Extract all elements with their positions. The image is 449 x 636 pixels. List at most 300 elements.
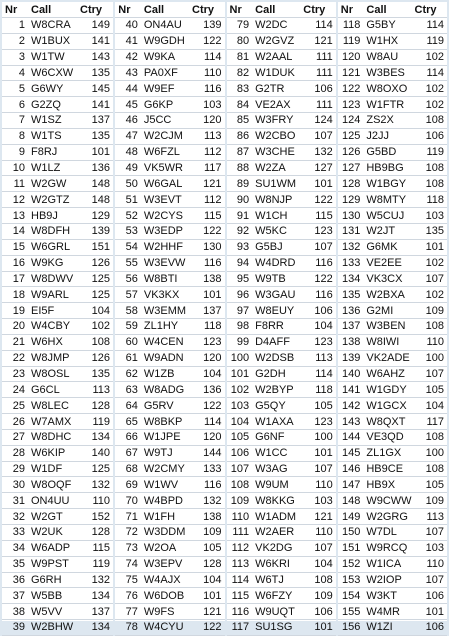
- ctry-cell: 109: [425, 304, 444, 317]
- call-cell: HB9BG: [366, 162, 404, 175]
- ctry-cell: 116: [315, 288, 333, 301]
- ctry-cell: 101: [425, 241, 444, 254]
- table-row: [338, 97, 447, 113]
- nr-cell: 62: [125, 367, 138, 380]
- table-row: [338, 367, 447, 383]
- call-cell: G6MK: [366, 241, 398, 254]
- call-cell: J2JJ: [366, 130, 389, 143]
- table-row: [115, 367, 224, 383]
- call-cell: W6CXW: [31, 66, 74, 79]
- call-cell: W3EDP: [143, 225, 183, 238]
- table-row: [2, 97, 113, 113]
- ctry-cell: 125: [91, 463, 110, 476]
- nr-cell: 97: [236, 304, 250, 317]
- call-cell: W2JT: [366, 225, 396, 238]
- table-row: [2, 604, 113, 620]
- nr-cell: 94: [236, 257, 250, 270]
- table-row: [2, 573, 113, 589]
- table-row: [338, 477, 447, 493]
- table-row: [115, 34, 224, 50]
- table-row: [115, 224, 224, 240]
- nr-cell: 106: [230, 447, 250, 460]
- ctry-cell: 148: [91, 177, 110, 190]
- table-row: [115, 97, 224, 113]
- call-cell: G2TR: [255, 82, 285, 95]
- ctry-cell: 135: [91, 66, 110, 79]
- nr-cell: 118: [342, 19, 361, 32]
- nr-cell: 7: [18, 114, 25, 127]
- call-cell: W2AER: [255, 526, 295, 539]
- call-cell: W1ICA: [366, 558, 402, 571]
- header-nr: Nr: [118, 3, 131, 16]
- ctry-cell: 116: [203, 257, 222, 270]
- ctry-cell: 110: [315, 478, 333, 491]
- ctry-cell: 102: [425, 288, 444, 301]
- call-cell: W2AAL: [255, 51, 293, 64]
- ctry-cell: 109: [314, 589, 333, 602]
- ctry-cell: 132: [314, 146, 333, 159]
- call-cell: W8DWV: [31, 272, 74, 285]
- call-cell: W9CWW: [366, 494, 412, 507]
- table-row: [338, 620, 447, 636]
- table-row: [227, 557, 336, 573]
- table-row: [338, 256, 447, 272]
- table-row: [2, 462, 113, 478]
- ctry-cell: 105: [314, 399, 333, 412]
- nr-cell: 19: [12, 304, 25, 317]
- call-cell: W6FZY: [255, 589, 293, 602]
- table-row: [2, 224, 113, 240]
- table-row: [338, 192, 447, 208]
- nr-cell: 147: [342, 478, 361, 491]
- call-cell: G5BJ: [255, 241, 283, 254]
- nr-cell: 1: [18, 19, 25, 32]
- ctry-cell: 106: [314, 605, 333, 618]
- table-row: [338, 113, 447, 129]
- ctry-cell: 101: [425, 605, 444, 618]
- nr-cell: 37: [12, 589, 25, 602]
- ctry-cell: 122: [203, 621, 222, 634]
- ctry-cell: 103: [203, 98, 222, 111]
- ctry-cell: 115: [203, 209, 222, 222]
- call-cell: G2MI: [366, 304, 394, 317]
- nr-cell: 5: [18, 82, 25, 95]
- nr-cell: 126: [342, 146, 361, 159]
- table-row: [338, 430, 447, 446]
- ctry-cell: 117: [203, 162, 222, 175]
- table-row: [2, 176, 113, 192]
- table-row: [338, 81, 447, 97]
- call-cell: W4DRD: [255, 257, 296, 270]
- nr-cell: 20: [12, 320, 25, 333]
- nr-cell: 70: [125, 494, 138, 507]
- nr-cell: 87: [236, 146, 250, 159]
- call-cell: W1GDY: [366, 383, 407, 396]
- nr-cell: 141: [342, 383, 361, 396]
- call-cell: W8DHC: [31, 431, 72, 444]
- nr-cell: 103: [230, 399, 250, 412]
- ctry-cell: 125: [91, 288, 110, 301]
- ctry-cell: 139: [91, 225, 110, 238]
- nr-cell: 43: [125, 66, 138, 79]
- table-row: [2, 287, 113, 303]
- nr-cell: 48: [125, 146, 138, 159]
- ctry-cell: 135: [91, 130, 110, 143]
- nr-cell: 156: [342, 621, 361, 634]
- table-row: [115, 287, 224, 303]
- nr-cell: 96: [236, 288, 250, 301]
- table-row: [2, 129, 113, 145]
- table-row: [227, 240, 336, 256]
- ctry-cell: 107: [425, 573, 444, 586]
- nr-cell: 53: [125, 225, 138, 238]
- nr-cell: 68: [125, 463, 138, 476]
- table-row: [227, 398, 336, 414]
- nr-cell: 4: [18, 66, 25, 79]
- ctry-cell: 114: [315, 19, 333, 32]
- nr-cell: 57: [125, 288, 138, 301]
- header-call: Call: [31, 3, 52, 16]
- nr-cell: 86: [236, 130, 250, 143]
- table-row: [227, 525, 336, 541]
- ctry-cell: 135: [425, 225, 444, 238]
- table-row: [115, 50, 224, 66]
- ctry-cell: 102: [91, 320, 110, 333]
- nr-cell: 112: [231, 542, 250, 555]
- call-cell: HB9X: [366, 478, 396, 491]
- table-row: [338, 18, 447, 34]
- nr-cell: 98: [236, 320, 250, 333]
- nr-cell: 111: [232, 526, 250, 539]
- table-row: [338, 414, 447, 430]
- ctry-cell: 106: [425, 589, 444, 602]
- ctry-cell: 137: [91, 114, 110, 127]
- call-cell: W6KRI: [255, 558, 290, 571]
- ctry-cell: 108: [91, 336, 110, 349]
- call-cell: G5BD: [366, 146, 397, 159]
- ctry-cell: 110: [92, 494, 110, 507]
- table-row: [338, 272, 447, 288]
- table-row: [2, 398, 113, 414]
- call-cell: W9EF: [143, 82, 175, 95]
- nr-cell: 143: [342, 415, 361, 428]
- nr-cell: 137: [342, 320, 361, 333]
- ctry-cell: 114: [426, 66, 444, 79]
- ctry-cell: 128: [91, 526, 110, 539]
- nr-cell: 134: [342, 272, 361, 285]
- ctry-cell: 107: [314, 130, 333, 143]
- ctry-cell: 141: [91, 98, 110, 111]
- ctry-cell: 101: [91, 146, 110, 159]
- ctry-cell: 101: [203, 589, 222, 602]
- table-row: [227, 493, 336, 509]
- nr-cell: 145: [342, 447, 361, 460]
- nr-cell: 128: [342, 177, 361, 190]
- nr-cell: 133: [342, 257, 361, 270]
- ctry-cell: 113: [92, 383, 110, 396]
- nr-cell: 17: [12, 272, 25, 285]
- call-cell: W3GAU: [255, 288, 296, 301]
- call-cell: W2GW: [31, 177, 67, 190]
- call-cell: W8OQF: [31, 478, 72, 491]
- table-row: [2, 113, 113, 129]
- ctry-cell: 149: [91, 19, 110, 32]
- nr-cell: 54: [125, 241, 138, 254]
- call-cell: W5CUJ: [366, 209, 405, 222]
- nr-cell: 104: [230, 415, 250, 428]
- nr-cell: 85: [236, 114, 250, 127]
- nr-cell: 2: [18, 35, 25, 48]
- call-cell: W1CC: [255, 447, 288, 460]
- ctry-cell: 104: [203, 573, 222, 586]
- ctry-cell: 105: [203, 542, 222, 555]
- ctry-cell: 111: [316, 66, 333, 79]
- call-cell: W2GT: [31, 510, 63, 523]
- nr-cell: 18: [12, 288, 25, 301]
- ctry-cell: 137: [203, 304, 222, 317]
- nr-cell: 35: [12, 558, 25, 571]
- nr-cell: 109: [230, 494, 250, 507]
- table-row: [227, 145, 336, 161]
- table-row: [115, 176, 224, 192]
- ctry-cell: 118: [426, 193, 444, 206]
- nr-cell: 39: [12, 621, 25, 634]
- nr-cell: 113: [231, 558, 250, 571]
- table-row: [2, 541, 113, 557]
- table-row: [338, 287, 447, 303]
- ctry-cell: 118: [315, 383, 333, 396]
- nr-cell: 135: [342, 288, 361, 301]
- table-row: [227, 97, 336, 113]
- table-row: [227, 18, 336, 34]
- table-row: [115, 81, 224, 97]
- nr-cell: 132: [342, 241, 361, 254]
- call-cell: W4MR: [366, 605, 400, 618]
- call-cell: W2HHF: [143, 241, 183, 254]
- nr-cell: 122: [342, 82, 361, 95]
- nr-cell: 154: [342, 589, 361, 602]
- ctry-cell: 108: [425, 320, 444, 333]
- table-row: [2, 493, 113, 509]
- nr-cell: 75: [125, 573, 138, 586]
- nr-cell: 127: [342, 162, 361, 175]
- ctry-cell: 123: [203, 336, 222, 349]
- table-block-3: [225, 2, 336, 634]
- call-cell: W9KG: [31, 257, 64, 270]
- call-cell: W6DOB: [143, 589, 185, 602]
- ctry-cell: 135: [91, 367, 110, 380]
- nr-cell: 88: [236, 162, 250, 175]
- nr-cell: 49: [125, 162, 138, 175]
- table-block-1: [2, 2, 113, 634]
- nr-cell: 31: [12, 494, 25, 507]
- call-cell: G6KP: [143, 98, 174, 111]
- nr-cell: 46: [125, 114, 138, 127]
- call-cell: W4CBY: [31, 320, 71, 333]
- ctry-cell: 138: [203, 272, 222, 285]
- call-cell: G6RH: [31, 573, 62, 586]
- call-cell: W9UM: [255, 478, 289, 491]
- call-cell: W8IWI: [366, 336, 400, 349]
- ctry-cell: 132: [91, 573, 110, 586]
- ctry-cell: 100: [425, 352, 444, 365]
- ctry-cell: 119: [426, 146, 444, 159]
- ctry-cell: 101: [203, 288, 222, 301]
- ctry-cell: 106: [314, 82, 333, 95]
- table-row: [338, 66, 447, 82]
- ctry-cell: 122: [203, 35, 222, 48]
- nr-cell: 44: [125, 82, 138, 95]
- header-row: [2, 2, 113, 18]
- header-row: [338, 2, 447, 18]
- table-row: [338, 446, 447, 462]
- table-row: [115, 18, 224, 34]
- ctry-cell: 122: [203, 399, 222, 412]
- table-row: [227, 462, 336, 478]
- call-cell: ZS2X: [366, 114, 394, 127]
- call-cell: W8OSL: [31, 367, 70, 380]
- ctry-cell: 105: [425, 383, 444, 396]
- nr-cell: 90: [236, 193, 250, 206]
- call-cell: W8QXT: [366, 415, 406, 428]
- ctry-cell: 152: [91, 510, 110, 523]
- call-cell: W2CJM: [143, 130, 183, 143]
- table-row: [115, 161, 224, 177]
- table-row: [115, 272, 224, 288]
- nr-cell: 81: [236, 51, 250, 64]
- ctry-cell: 133: [203, 463, 222, 476]
- nr-cell: 45: [125, 98, 138, 111]
- table-row: [115, 620, 224, 636]
- nr-cell: 115: [231, 589, 250, 602]
- nr-cell: 152: [342, 558, 361, 571]
- call-cell: W9TJ: [143, 447, 173, 460]
- table-row: [115, 382, 224, 398]
- call-cell: W9RCQ: [366, 542, 408, 555]
- call-cell: W9ADN: [143, 352, 184, 365]
- call-cell: HB9CE: [366, 463, 404, 476]
- call-cell: W9FS: [143, 605, 175, 618]
- ctry-cell: 112: [203, 193, 222, 206]
- header-row: [115, 2, 224, 18]
- ctry-cell: 108: [425, 463, 444, 476]
- call-cell: HB9J: [31, 209, 58, 222]
- call-cell: W2ZA: [255, 162, 286, 175]
- ctry-cell: 101: [314, 447, 333, 460]
- table-row: [115, 192, 224, 208]
- nr-cell: 52: [125, 209, 138, 222]
- table-row: [227, 351, 336, 367]
- table-row: [338, 604, 447, 620]
- call-cell: ZL1HY: [143, 320, 179, 333]
- nr-cell: 78: [125, 621, 138, 634]
- table-row: [115, 319, 224, 335]
- nr-cell: 63: [125, 383, 138, 396]
- ctry-cell: 114: [203, 415, 222, 428]
- call-cell: W1FH: [143, 510, 176, 523]
- nr-cell: 121: [342, 66, 361, 79]
- ctry-cell: 108: [425, 162, 444, 175]
- table-row: [2, 303, 113, 319]
- table-row: [2, 430, 113, 446]
- ctry-cell: 124: [314, 114, 333, 127]
- table-row: [115, 446, 224, 462]
- table-row: [338, 303, 447, 319]
- table-row: [227, 303, 336, 319]
- ctry-cell: 115: [315, 209, 333, 222]
- ctry-cell: 103: [314, 494, 333, 507]
- call-cell: W8MTY: [366, 193, 407, 206]
- call-cell: W1BUX: [31, 35, 71, 48]
- nr-cell: 110: [231, 510, 250, 523]
- table-row: [115, 66, 224, 82]
- table-row: [227, 541, 336, 557]
- table-row: [338, 382, 447, 398]
- call-cell: VE2EE: [366, 257, 402, 270]
- ctry-cell: 107: [314, 463, 333, 476]
- table-row: [227, 224, 336, 240]
- table-row: [338, 34, 447, 50]
- nr-cell: 9: [18, 146, 25, 159]
- table-row: [2, 557, 113, 573]
- table-row: [115, 113, 224, 129]
- table-row: [2, 351, 113, 367]
- table-row: [338, 509, 447, 525]
- table-row: [115, 240, 224, 256]
- call-cell: W6TJ: [255, 573, 284, 586]
- header-ctry: Ctry: [303, 3, 326, 16]
- ctry-cell: 129: [91, 209, 110, 222]
- nr-cell: 12: [12, 193, 25, 206]
- call-cell: W2BXA: [366, 288, 405, 301]
- table-row: [115, 303, 224, 319]
- call-cell: G5QY: [255, 399, 286, 412]
- call-cell: J5CC: [143, 114, 172, 127]
- call-cell: W6ADP: [31, 542, 71, 555]
- call-cell: G2ZQ: [31, 98, 61, 111]
- call-cell: W9ARL: [31, 288, 69, 301]
- ctry-cell: 139: [203, 19, 222, 32]
- nr-cell: 33: [12, 526, 25, 539]
- nr-cell: 138: [342, 336, 361, 349]
- ctry-cell: 103: [425, 209, 444, 222]
- ctry-cell: 120: [203, 431, 222, 444]
- table-row: [227, 335, 336, 351]
- call-cell: W8OXO: [366, 82, 408, 95]
- call-cell: W6GAL: [143, 177, 183, 190]
- ctry-cell: 151: [91, 241, 110, 254]
- nr-cell: 108: [230, 478, 250, 491]
- table-row: [2, 34, 113, 50]
- call-cell: W8ADG: [143, 383, 185, 396]
- nr-cell: 51: [125, 193, 138, 206]
- ctry-cell: 134: [91, 589, 110, 602]
- ctry-cell: 120: [203, 352, 222, 365]
- call-cell: W8KKG: [255, 494, 295, 507]
- call-cell: W5BB: [31, 589, 63, 602]
- call-cell: W2CMY: [143, 463, 185, 476]
- table-row: [227, 573, 336, 589]
- ctry-cell: 118: [203, 320, 222, 333]
- nr-cell: 10: [12, 162, 25, 175]
- call-cell: W5VV: [31, 605, 63, 618]
- table-row: [115, 351, 224, 367]
- call-cell: G2DH: [255, 367, 286, 380]
- ctry-cell: 121: [314, 510, 333, 523]
- table-block-4: [336, 2, 447, 634]
- ctry-cell: 137: [91, 605, 110, 618]
- nr-cell: 76: [125, 589, 138, 602]
